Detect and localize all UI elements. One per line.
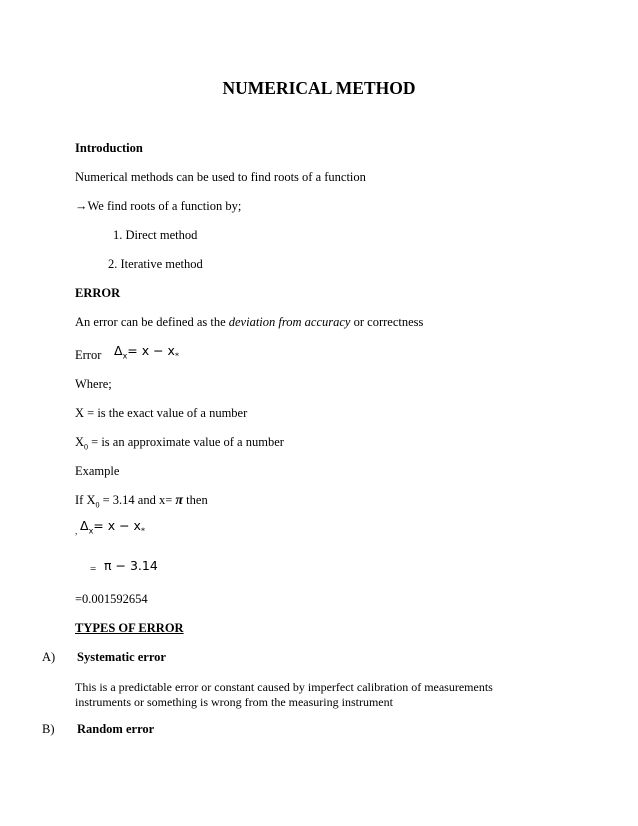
- where-label: Where;: [75, 377, 112, 391]
- random-error-title: Random error: [77, 722, 155, 736]
- types-heading: TYPES OF ERROR: [75, 621, 184, 635]
- error-formula: [114, 343, 179, 361]
- example-formula: [80, 518, 145, 536]
- approx-x: X: [75, 435, 85, 449]
- if-end: then: [183, 493, 208, 507]
- formula-star: *: [174, 351, 179, 361]
- page-title: NUMERICAL METHOD: [222, 78, 416, 98]
- ex-formula-delta: Δ: [80, 518, 89, 533]
- systematic-error-title: Systematic error: [77, 650, 166, 664]
- exact-value-line: X = is the exact value of a number: [75, 406, 248, 420]
- if-mid: = 3.14 and x=: [99, 493, 176, 507]
- stray-comma: ,: [75, 526, 78, 536]
- ex-formula-rest: = x − x: [93, 518, 141, 533]
- marker-b: B): [42, 722, 55, 736]
- formula-sub: x: [122, 351, 128, 361]
- intro-line-2: →We find roots of a function by;: [75, 199, 242, 213]
- introduction-heading: Introduction: [75, 141, 143, 155]
- systematic-error-text: This is a predictable error or constant caused by imperfect calibration of measurements instruments or something is wrong from the measuring instrument: [75, 680, 493, 709]
- formula-delta: Δ: [114, 343, 123, 358]
- approx-rest: = is an approximate value of a number: [88, 435, 284, 449]
- step-pi-minus: π − 3.14: [104, 558, 158, 573]
- result-value: =0.001592654: [75, 592, 148, 606]
- definition-italic: deviation from accuracy: [228, 315, 351, 329]
- list-item-direct: 1. Direct method: [113, 228, 198, 242]
- approx-sub: 0: [84, 442, 89, 452]
- formula-rest: = x − x: [127, 343, 175, 358]
- example-condition: [75, 493, 208, 510]
- if-start: If X: [75, 493, 96, 507]
- approx-value-line: [75, 435, 284, 452]
- list-item-iterative: 2. Iterative method: [108, 257, 203, 271]
- definition-start: An error can be defined as the: [75, 315, 229, 329]
- error-label: Error: [75, 348, 102, 362]
- intro-line-1: Numerical methods can be used to find roots of a function: [75, 170, 366, 184]
- pi-symbol: π: [175, 493, 184, 508]
- step-equals: =: [90, 563, 97, 575]
- definition-end: or correctness: [350, 315, 424, 329]
- marker-a: A): [42, 650, 56, 664]
- example-label: Example: [75, 464, 120, 478]
- ex-formula-star: *: [140, 526, 145, 536]
- ex-formula-sub: x: [88, 526, 94, 536]
- error-definition: [75, 315, 423, 330]
- error-heading: ERROR: [75, 286, 121, 300]
- if-sub: 0: [95, 500, 100, 510]
